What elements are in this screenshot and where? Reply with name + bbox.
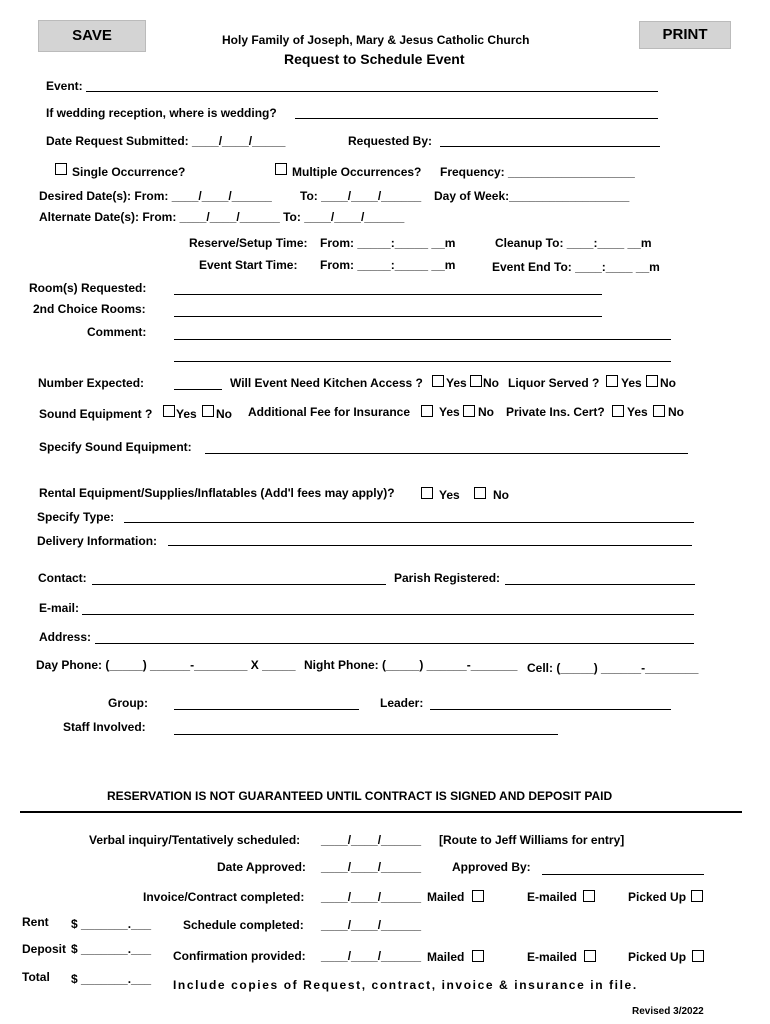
day-phone-field[interactable]: Day Phone: (_____) ______-________ X _____ <box>36 658 296 672</box>
single-occurrence-label: Single Occurrence? <box>72 165 186 179</box>
desired-dates-to[interactable]: To: ____/____/______ <box>300 189 422 203</box>
private-ins-yes-label: Yes <box>627 405 648 419</box>
invoice-mailed-label: Mailed <box>427 890 465 904</box>
rooms-label: Room(s) Requested: <box>29 281 147 295</box>
church-name: Holy Family of Joseph, Mary & Jesus Catholic Church <box>222 33 530 47</box>
confirmation-picked-up-label: Picked Up <box>628 950 687 964</box>
invoice-mailed-checkbox[interactable] <box>472 890 484 902</box>
reserve-time-label: Reserve/Setup Time: <box>189 236 308 250</box>
email-input[interactable] <box>82 614 694 615</box>
rent-label: Rent <box>22 915 49 929</box>
invoice-picked-up-checkbox[interactable] <box>691 890 703 902</box>
cleanup-field[interactable]: Cleanup To: ____:____ __m <box>495 236 652 250</box>
requested-by-label: Requested By: <box>348 134 433 148</box>
private-ins-no-label: No <box>668 405 684 419</box>
frequency-field[interactable]: Frequency: ___________________ <box>440 165 635 179</box>
start-time-field[interactable]: From: _____:_____ __m <box>320 258 456 272</box>
sound-no-label: No <box>216 407 232 421</box>
route-note: [Route to Jeff Williams for entry] <box>439 833 625 847</box>
specify-sound-label: Specify Sound Equipment: <box>39 440 192 454</box>
contact-input[interactable] <box>92 584 386 585</box>
include-copies-note: Include copies of Request, contract, invoice & insurance in file. <box>173 978 638 992</box>
invoice-emailed-checkbox[interactable] <box>583 890 595 902</box>
revised-date: Revised 3/2022 <box>632 1006 704 1017</box>
confirmation-emailed-checkbox[interactable] <box>584 950 596 962</box>
form-title: Request to Schedule Event <box>284 51 465 67</box>
approved-by-label: Approved By: <box>452 860 531 874</box>
multiple-occurrences-label: Multiple Occurrences? <box>292 165 422 179</box>
staff-label: Staff Involved: <box>63 720 146 734</box>
liquor-no-checkbox[interactable] <box>646 375 658 387</box>
confirmation-date[interactable]: ____/____/______ <box>321 949 422 963</box>
total-label: Total <box>22 970 50 984</box>
section-divider <box>20 811 742 813</box>
print-button[interactable]: PRINT <box>639 21 731 49</box>
cell-phone-field[interactable]: Cell: (_____) ______-________ <box>527 661 699 675</box>
confirmation-picked-up-checkbox[interactable] <box>692 950 704 962</box>
day-of-week[interactable]: Day of Week:__________________ <box>434 189 630 203</box>
single-occurrence-checkbox[interactable] <box>55 163 67 175</box>
rental-yes-checkbox[interactable] <box>421 487 433 499</box>
comment-input-1[interactable] <box>174 339 671 340</box>
multiple-occurrences-checkbox[interactable] <box>275 163 287 175</box>
email-label: E-mail: <box>39 601 80 615</box>
invoice-label: Invoice/Contract completed: <box>143 890 305 904</box>
number-expected-label: Number Expected: <box>38 376 145 390</box>
date-submitted[interactable]: Date Request Submitted: ____/____/_____ <box>46 134 286 148</box>
address-input[interactable] <box>95 643 694 644</box>
confirmation-mailed-label: Mailed <box>427 950 465 964</box>
sound-no-checkbox[interactable] <box>202 405 214 417</box>
invoice-date[interactable]: ____/____/______ <box>321 890 422 904</box>
private-ins-label: Private Ins. Cert? <box>506 405 605 419</box>
start-time-label: Event Start Time: <box>199 258 298 272</box>
private-ins-yes-checkbox[interactable] <box>612 405 624 417</box>
kitchen-yes-label: Yes <box>446 376 467 390</box>
schedule-date[interactable]: ____/____/______ <box>321 918 422 932</box>
date-approved-label: Date Approved: <box>217 860 306 874</box>
insurance-label: Additional Fee for Insurance <box>248 405 411 419</box>
reserve-time-field[interactable]: From: _____:_____ __m <box>320 236 456 250</box>
reservation-notice: RESERVATION IS NOT GUARANTEED UNTIL CONTRACT IS SIGNED AND DEPOSIT PAID <box>107 789 613 803</box>
group-label: Group: <box>108 696 148 710</box>
rooms2-input[interactable] <box>174 316 602 317</box>
contact-label: Contact: <box>38 571 87 585</box>
wedding-input[interactable] <box>295 118 658 119</box>
sound-yes-label: Yes <box>176 407 197 421</box>
event-label: Event: <box>46 79 83 93</box>
liquor-yes-checkbox[interactable] <box>606 375 618 387</box>
verbal-inquiry-label: Verbal inquiry/Tentatively scheduled: <box>89 833 301 847</box>
rooms2-label: 2nd Choice Rooms: <box>33 302 146 316</box>
desired-dates-from[interactable]: Desired Date(s): From: ____/____/______ <box>39 189 272 203</box>
sound-label: Sound Equipment ? <box>39 407 153 421</box>
save-button[interactable]: SAVE <box>38 20 146 52</box>
deposit-amount[interactable]: $ _______.___ <box>71 942 152 956</box>
kitchen-no-checkbox[interactable] <box>470 375 482 387</box>
sound-yes-checkbox[interactable] <box>163 405 175 417</box>
confirmation-label: Confirmation provided: <box>173 949 306 963</box>
liquor-yes-label: Yes <box>621 376 642 390</box>
event-end-field[interactable]: Event End To: ____:____ __m <box>492 260 660 274</box>
approved-by-input[interactable] <box>542 874 704 875</box>
insurance-yes-label: Yes <box>439 405 460 419</box>
rent-amount[interactable]: $ _______.___ <box>71 917 152 931</box>
rental-no-checkbox[interactable] <box>474 487 486 499</box>
rooms-input[interactable] <box>174 294 602 295</box>
verbal-inquiry-date[interactable]: ____/____/______ <box>321 833 422 847</box>
total-amount[interactable]: $ _______.___ <box>71 972 152 986</box>
leader-input[interactable] <box>430 709 671 710</box>
requested-by-input[interactable] <box>440 146 660 147</box>
leader-label: Leader: <box>380 696 424 710</box>
insurance-no-checkbox[interactable] <box>463 405 475 417</box>
insurance-no-label: No <box>478 405 494 419</box>
confirmation-emailed-label: E-mailed <box>527 950 578 964</box>
specify-type-label: Specify Type: <box>37 510 115 524</box>
group-input[interactable] <box>174 709 359 710</box>
liquor-no-label: No <box>660 376 676 390</box>
rental-label: Rental Equipment/Supplies/Inflatables (Add'l fees may apply)? <box>39 486 395 500</box>
alternate-dates[interactable]: Alternate Date(s): From: ____/____/______ To: ____/____/______ <box>39 210 405 224</box>
invoice-emailed-label: E-mailed <box>527 890 578 904</box>
wedding-label: If wedding reception, where is wedding? <box>46 106 277 120</box>
kitchen-no-label: No <box>483 376 499 390</box>
liquor-label: Liquor Served ? <box>508 376 600 390</box>
invoice-picked-up-label: Picked Up <box>628 890 687 904</box>
comment-label: Comment: <box>87 325 147 339</box>
rental-yes-label: Yes <box>439 488 460 502</box>
delivery-label: Delivery Information: <box>37 534 158 548</box>
rental-no-label: No <box>493 488 509 502</box>
insurance-yes-checkbox[interactable] <box>421 405 433 417</box>
date-approved-date[interactable]: ____/____/______ <box>321 860 422 874</box>
specify-sound-input[interactable] <box>205 453 688 454</box>
night-phone-field[interactable]: Night Phone: (_____) ______-_______ <box>304 658 518 672</box>
comment-input-2[interactable] <box>174 361 671 362</box>
private-ins-no-checkbox[interactable] <box>653 405 665 417</box>
specify-type-input[interactable] <box>124 522 694 523</box>
address-label: Address: <box>39 630 92 644</box>
kitchen-yes-checkbox[interactable] <box>432 375 444 387</box>
parish-label: Parish Registered: <box>394 571 501 585</box>
kitchen-label: Will Event Need Kitchen Access ? <box>230 376 423 390</box>
staff-input[interactable] <box>174 734 558 735</box>
delivery-input[interactable] <box>168 545 692 546</box>
event-input[interactable] <box>86 91 658 92</box>
number-expected-input[interactable] <box>174 389 222 390</box>
schedule-label: Schedule completed: <box>183 918 304 932</box>
deposit-label: Deposit <box>22 942 67 956</box>
parish-input[interactable] <box>505 584 695 585</box>
confirmation-mailed-checkbox[interactable] <box>472 950 484 962</box>
